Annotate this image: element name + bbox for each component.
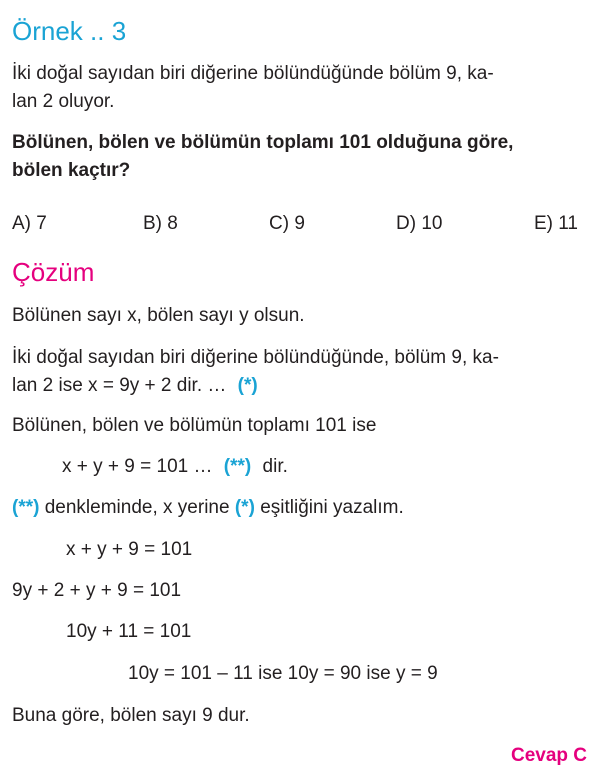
solution-line-2: İki doğal sayıdan biri diğerine bölündüğünde, bölüm 9, ka- [12,347,499,368]
equation-4: 10y = 101 – 11 ise 10y = 90 ise y = 9 [128,663,438,684]
conclusion: Buna göre, bölen sayı 9 dur. [12,705,250,726]
problem-line-1: İki doğal sayıdan biri diğerine bölündüğünde bölüm 9, ka- [12,63,494,84]
marker-star-ref: (*) [234,497,255,518]
question-line-1: Bölünen, bölen ve bölümün toplamı 101 olduğuna göre, [12,132,514,153]
solution-line-1: Bölünen sayı x, bölen sayı y olsun. [12,305,305,326]
option-c: C) 9 [269,213,305,234]
equation-line-sum [62,457,288,476]
solution-line-4: Bölünen, bölen ve bölümün toplamı 101 ise [12,415,377,436]
marker-double-star: (**) [223,456,252,477]
substitution-text-a: denkleminde, x yerine [44,497,230,518]
problem-line-2: lan 2 oluyor. [12,91,115,112]
question-line-2: bölen kaçtır? [12,160,131,181]
substitution-text-b: eşitliğini yazalım. [260,497,404,518]
option-b: B) 8 [143,213,178,234]
option-d: D) 10 [396,213,443,234]
example-title: Örnek .. 3 [12,16,127,46]
marker-star: (*) [237,375,258,396]
option-e: E) 11 [534,213,579,234]
equation-sum-tail: dir. [262,456,288,477]
option-a: A) 7 [12,213,47,234]
equation-3: 10y + 11 = 101 [66,621,192,642]
equation-2: 9y + 2 + y + 9 = 101 [12,580,182,601]
substitution-line [12,498,404,517]
solution-title: Çözüm [12,257,95,287]
marker-double-star-ref: (**) [12,497,40,518]
equation-1: x + y + 9 = 101 [66,539,193,560]
equation-sum-text: x + y + 9 = 101 … [62,456,213,477]
solution-line-3-text: lan 2 ise x = 9y + 2 dir. … [12,375,227,396]
answer-label: Cevap C [510,745,587,766]
solution-line-3 [12,376,258,395]
